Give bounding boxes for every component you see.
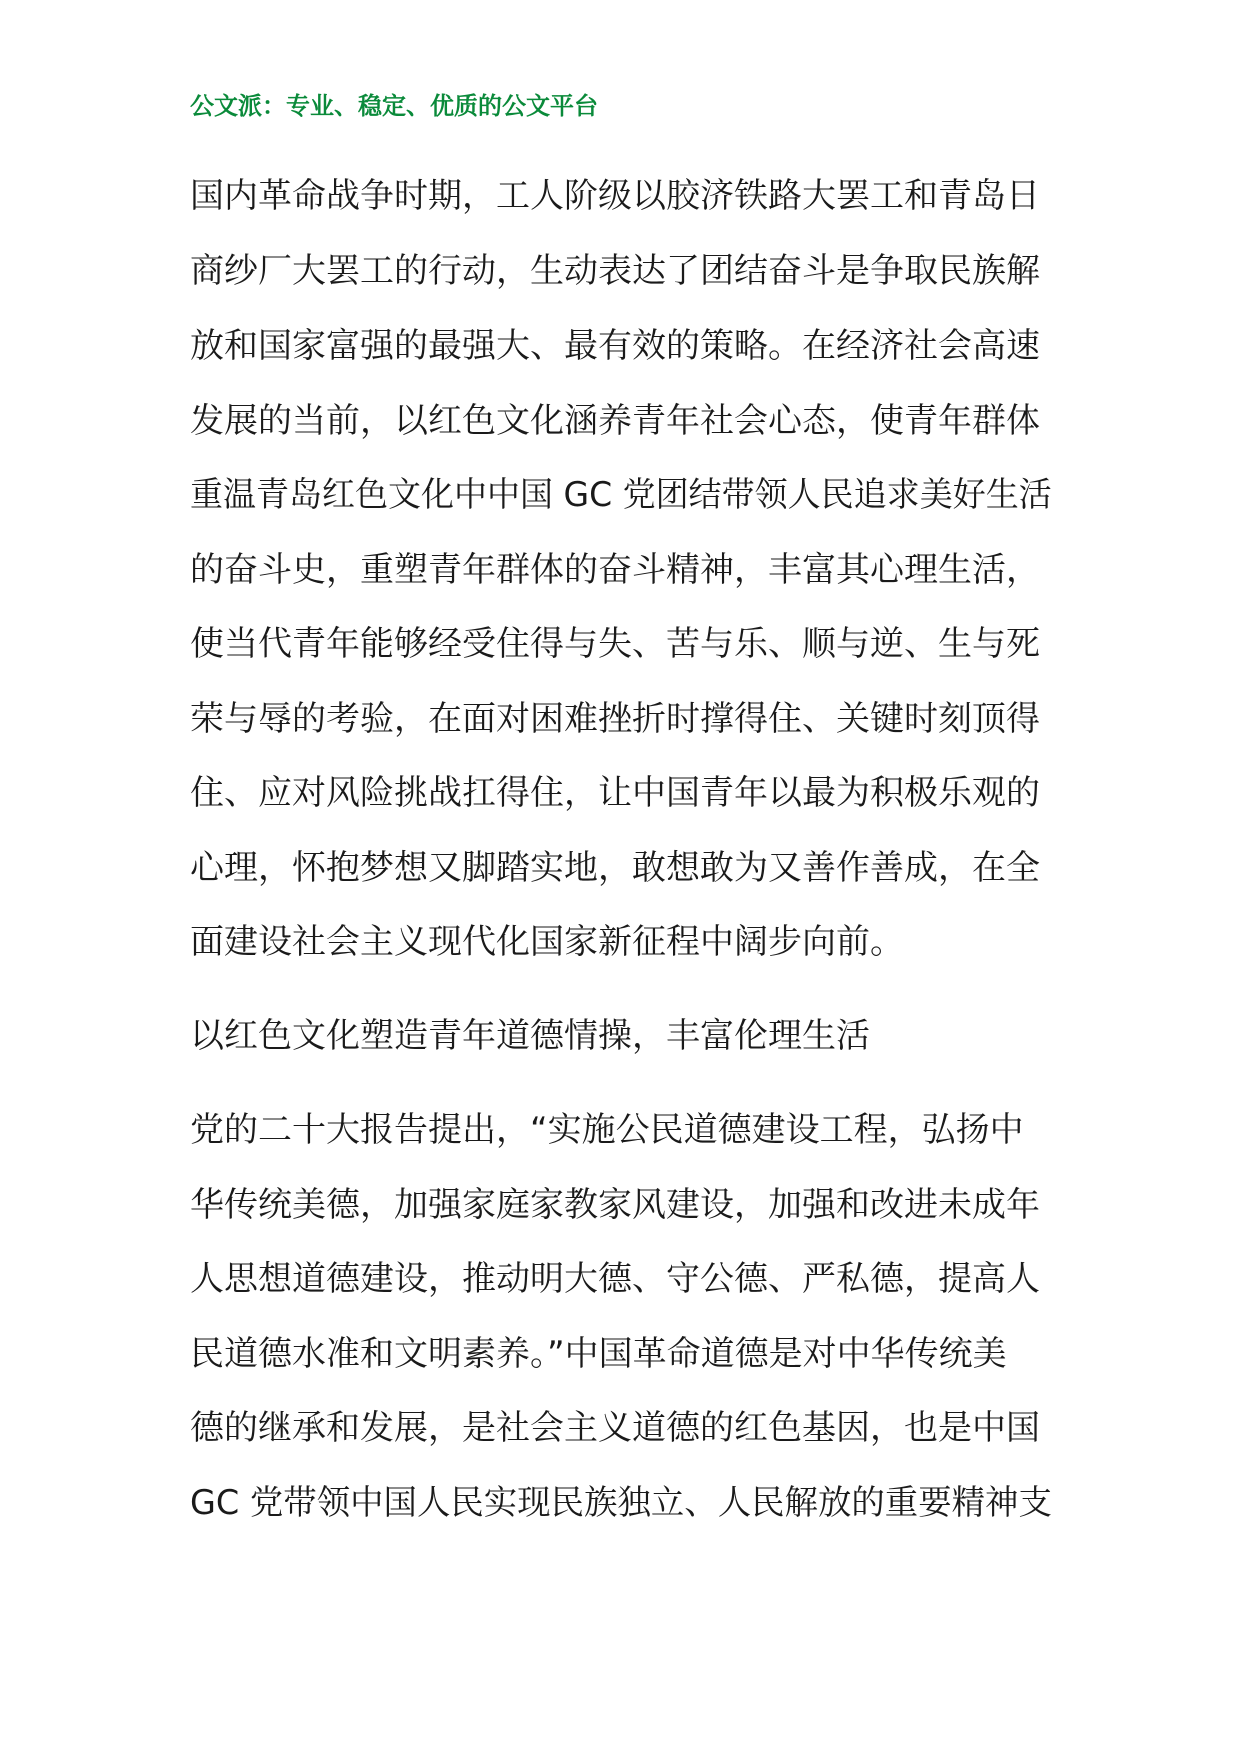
section-heading: 以红色文化塑造青年道德情操，丰富伦理生活 [190, 1016, 870, 1056]
paragraph-line: 心理，怀抱梦想又脚踏实地，敢想敢为又善作善成，在全 [190, 848, 1040, 888]
paragraph-line: 德的继承和发展，是社会主义道德的红色基因，也是中国 [190, 1408, 1040, 1448]
paragraph-line: 放和国家富强的最强大、最有效的策略。在经济社会高速 [190, 326, 1040, 366]
site-header: 公文派：专业、稳定、优质的公文平台 [190, 91, 598, 120]
paragraph-line: 住、应对风险挑战扛得住，让中国青年以最为积极乐观的 [190, 773, 1040, 813]
paragraph-line: 使当代青年能够经受住得与失、苦与乐、顺与逆、生与死 [190, 624, 1040, 664]
paragraph-line: 重温青岛红色文化中中国 GC 党团结带领人民追求美好生活 [190, 475, 1052, 515]
paragraph-line: 面建设社会主义现代化国家新征程中阔步向前。 [190, 922, 904, 962]
paragraph-line: 国内革命战争时期，工人阶级以胶济铁路大罢工和青岛日 [190, 176, 1040, 216]
paragraph-line: 党的二十大报告提出，“实施公民道德建设工程，弘扬中 [190, 1110, 1024, 1150]
paragraph-line: 荣与辱的考验，在面对困难挫折时撑得住、关键时刻顶得 [190, 699, 1040, 739]
paragraph-line: 商纱厂大罢工的行动，生动表达了团结奋斗是争取民族解 [190, 251, 1040, 291]
paragraph-line: 发展的当前，以红色文化涵养青年社会心态，使青年群体 [190, 401, 1040, 441]
paragraph-line: 民道德水准和文明素养。”中国革命道德是对中华传统美 [190, 1334, 1007, 1374]
paragraph-line: 人思想道德建设，推动明大德、守公德、严私德，提高人 [190, 1259, 1040, 1299]
paragraph-line: 华传统美德，加强家庭家教家风建设，加强和改进未成年 [190, 1185, 1040, 1225]
paragraph-line: GC 党带领中国人民实现民族独立、人民解放的重要精神支 [190, 1483, 1052, 1523]
paragraph-line: 的奋斗史，重塑青年群体的奋斗精神，丰富其心理生活， [190, 550, 1040, 590]
